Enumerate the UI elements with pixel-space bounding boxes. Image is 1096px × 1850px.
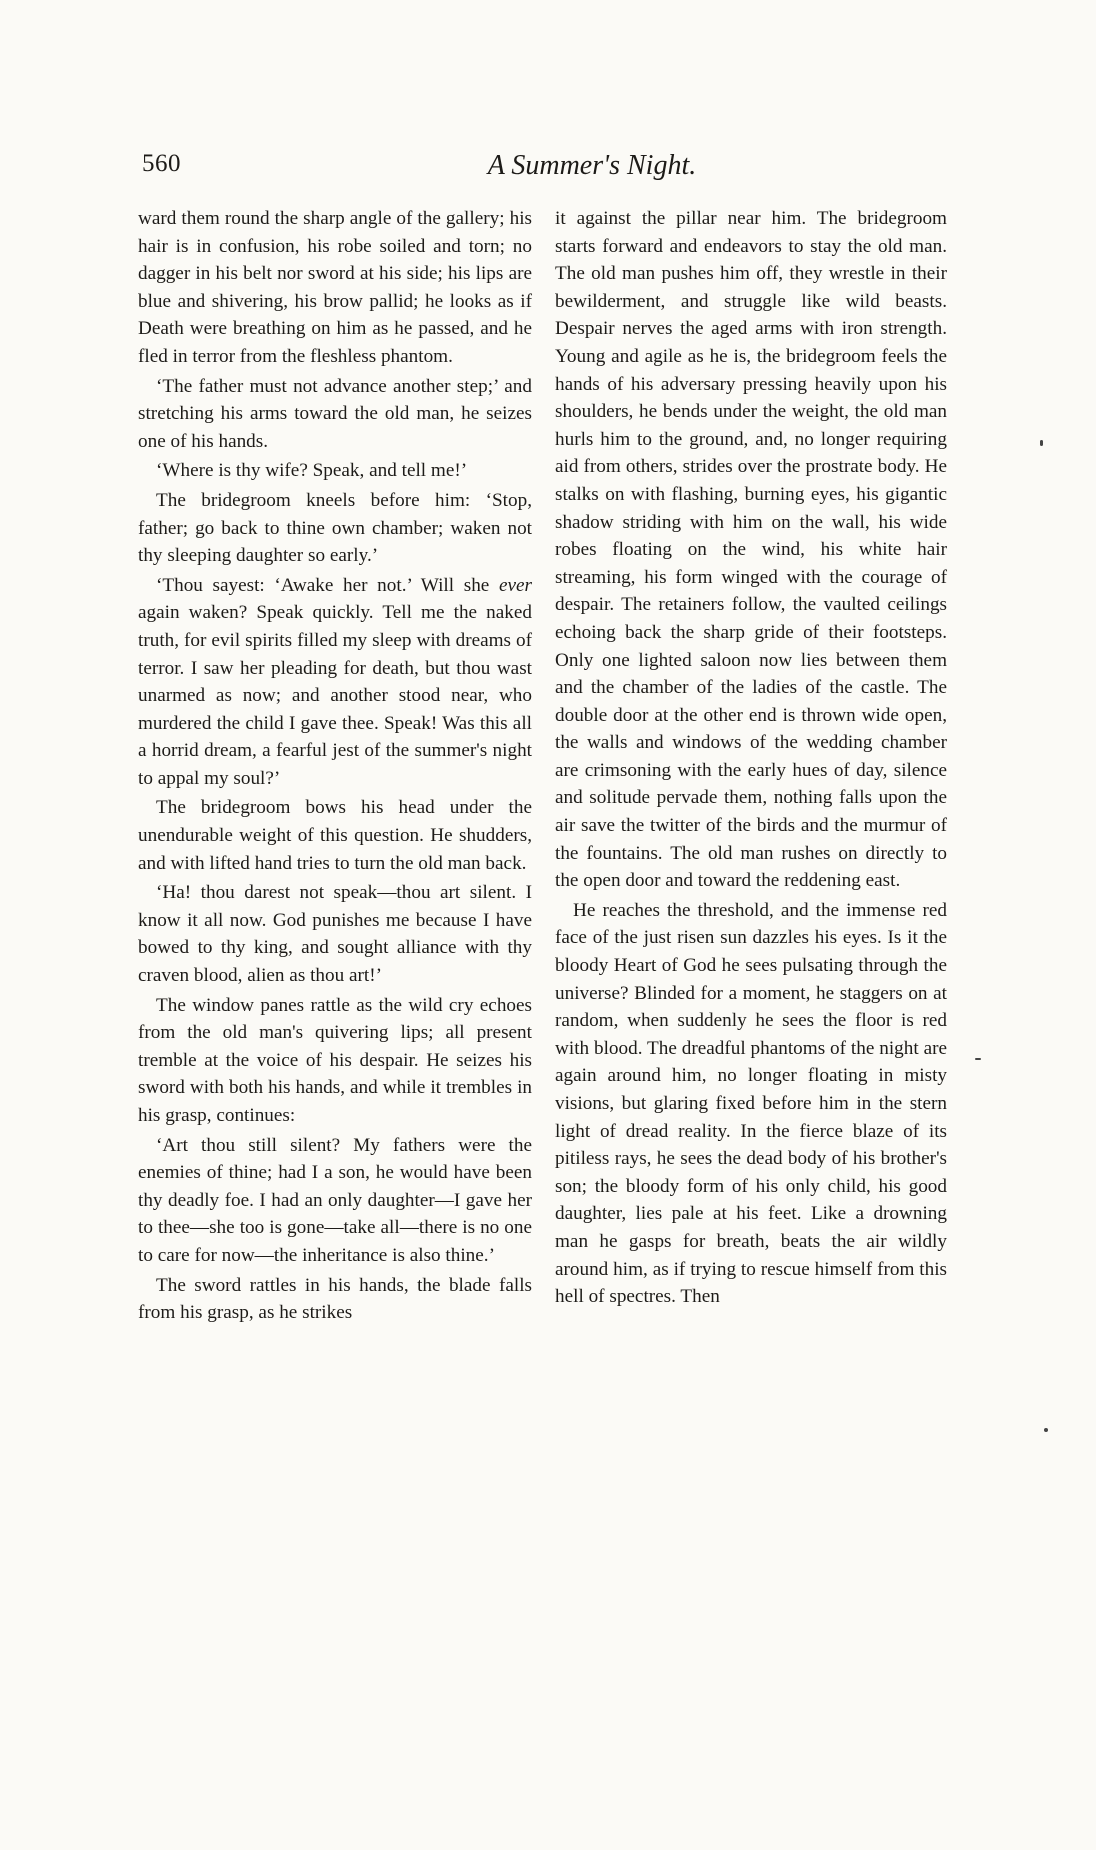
print-speck [1044,1428,1048,1432]
paragraph: ‘The father must not advance another step;’ and stretching his arms toward the old man, he seizes one of his hands. [138,375,532,452]
paragraph: He reaches the threshold, and the immense red face of the just risen sun dazzles his eyes. Is it the bloody Heart of God he sees pulsating through the universe? Blinded for a moment, he staggers on at random, when suddenly he sees the floor is red with blood. The dreadful phantoms of the night are again around him, no longer floating in misty visions, but glaring fixed before him in the stern light of dread reality. In the fierce blaze of its pitiless rays, he sees the dead body of his brother's son; the bloody form of his only child, his good daughter, lies pale at his feet. Like a drowning man he gasps for breath, beats the air wildly around him, as if trying to rescue himself from this hell of spectres. Then [555,899,947,1308]
paragraph: ‘Where is thy wife? Speak, and tell me!’ [156,460,468,482]
running-title: A Summer's Night. [487,150,697,181]
paragraph: The bridegroom kneels before him: ‘Stop, father; go back to thine own chamber; waken not thy sleeping daughter so early.’ [138,489,532,567]
paragraph: The window panes rattle as the wild cry echoes from the old man's quivering lips; all present tremble at the voice of his despair. He seizes his sword with both his hands, and while it trembles in his grasp, continues: [138,994,532,1126]
emphasis: ever [498,574,532,596]
text-run: ‘Thou sayest: ‘Awake her not.’ Will she [156,574,490,596]
page-number: 560 [142,150,181,177]
print-speck [975,1058,981,1060]
left-column [138,205,532,1329]
paragraph: ‘Ha! thou darest not speak—thou art silent. I know it all now. God punishes me because I have bowed to thy king, and sought alliance with thy craven blood, alien as thou art!’ [138,882,532,987]
paragraph [138,572,532,793]
paragraph: The bridegroom bows his head under the unendurable weight of this question. He shudders, and with lifted hand tries to turn the old man back. [138,797,532,874]
paragraph: ward them round the sharp angle of the gallery; his hair is in confusion, his robe soiled and torn; no dagger in his belt nor sword at his side; his lips are blue and shivering, his brow pallid; he looks as if Death were breathing on him as he passed, and he fled in terror from the fleshless phantom. [138,208,532,367]
print-speck [1040,440,1043,446]
paragraph: ‘Art thou still silent? My fathers were the enemies of thine; had I a son, he would have been thy deadly foe. I had an only daughter—I gave her to thee—she too is gone—take all—there is no one to care for now—the inheritance is also thine.’ [138,1134,532,1266]
right-column [555,205,947,1313]
text-run: again waken? Speak quickly. Tell me the naked truth, for evil spirits filled my sleep with dreams of terror. I saw her pleading for death, but thou wast unarmed as now; and another stood near, who murdered the child I gave thee. Speak! Was this all a horrid dream, a fearful jest of the summer's night to appal my soul?’ [138,602,532,789]
page-header [142,150,952,194]
paragraph: The sword rattles in his hands, the blade falls from his grasp, as he strikes [138,1274,532,1324]
paragraph: it against the pillar near him. The bridegroom starts forward and endeavors to stay the old man. The old man pushes him off, they wrestle in their bewilderment, and struggle like wild beasts. Despair nerves the aged arms with iron strength. Young and agile as he is, the bridegroom feels the hands of his adversary pressing heavily upon his shoulders, he bends under the weight, the old man hurls him to the ground, and, no longer requiring aid from others, strides over the prostrate body. He stalks on with flashing, burning eyes, his gigantic shadow striding with him on the wall, his wide robes floating on the wind, his white hair streaming, his form winged with the courage of despair. The retainers follow, the vaulted ceilings echoing back the sharp gride of their footsteps. Only one lighted saloon now lies between them and the chamber of the ladies of the castle. The double door at the other end is thrown wide open, the walls and windows of the wedding chamber are crimsoning with the early hues of day, silence and solitude pervade them, nothing falls upon the air save the twitter of the birds and the murmur of the fountains. The old man rushes on directly to the open door and toward the reddening east. [555,208,947,892]
